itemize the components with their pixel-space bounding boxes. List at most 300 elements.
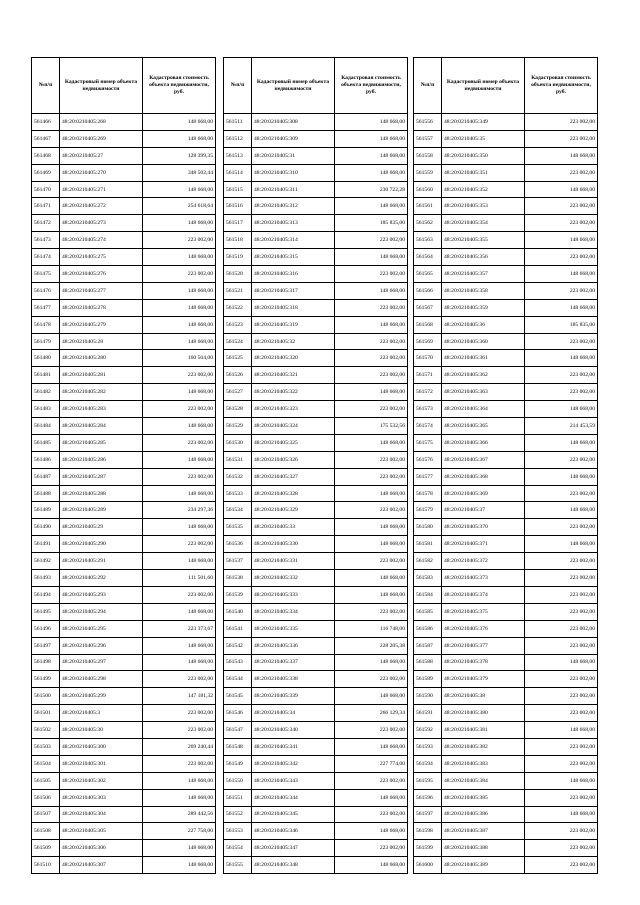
row-number-cell: 561583 — [414, 570, 442, 587]
cadastral-number-cell: 48:20:0210405:315 — [252, 249, 335, 266]
cadastral-number-cell: 48:20:0210405:268 — [60, 114, 143, 131]
row-number-cell: 561566 — [414, 282, 442, 299]
row-number-cell: 561542 — [224, 637, 252, 654]
table-row — [32, 823, 216, 840]
cadastral-number-cell: 48:20:0210405:378 — [442, 654, 525, 671]
cadastral-number-cell: 48:20:0210405:303 — [60, 789, 143, 806]
row-number-cell: 561586 — [414, 620, 442, 637]
table-row — [32, 114, 216, 131]
cadastral-value-cell: 223 002,00 — [335, 840, 408, 857]
cadastral-number-cell: 48:20:0210405:331 — [252, 553, 335, 570]
cadastral-value-cell: 214 453,59 — [525, 418, 598, 435]
table-row — [224, 232, 408, 249]
cadastral-number-cell: 48:20:0210405:299 — [60, 688, 143, 705]
cadastral-number-cell: 48:20:0210405:383 — [442, 755, 525, 772]
table-row — [224, 147, 408, 164]
table-body — [224, 114, 408, 874]
row-number-cell: 561521 — [224, 282, 252, 299]
cadastral-value-cell: 148 668,00 — [335, 130, 408, 147]
cadastral-value-cell: 148 668,00 — [143, 299, 216, 316]
cadastral-number-cell: 48:20:0210405:373 — [442, 570, 525, 587]
table-row — [32, 553, 216, 570]
cadastral-number-cell: 48:20:0210405:320 — [252, 350, 335, 367]
table-row — [32, 367, 216, 384]
cadastral-value-cell: 223 002,00 — [525, 553, 598, 570]
cadastral-value-cell: 128 399,35 — [143, 147, 216, 164]
row-number-cell: 561580 — [414, 519, 442, 536]
row-number-cell: 561550 — [224, 772, 252, 789]
table-row — [32, 130, 216, 147]
table-row — [32, 637, 216, 654]
table-row — [32, 316, 216, 333]
cadastral-value-cell: 223 002,00 — [143, 266, 216, 283]
cadastral-value-cell: 148 668,00 — [143, 654, 216, 671]
cadastral-number-cell: 48:20:0210405:387 — [442, 823, 525, 840]
cadastral-value-cell: 223 002,00 — [525, 688, 598, 705]
cadastral-value-cell: 148 668,00 — [335, 789, 408, 806]
row-number-cell: 561591 — [414, 705, 442, 722]
cadastral-number-cell: 48:20:0210405:313 — [252, 215, 335, 232]
cadastral-value-cell: 223 002,00 — [525, 215, 598, 232]
cadastral-value-cell: 223 002,00 — [525, 249, 598, 266]
row-number-cell: 561538 — [224, 570, 252, 587]
cadastral-number-cell: 48:20:0210405:363 — [442, 384, 525, 401]
table-header-row — [32, 58, 216, 114]
row-number-cell: 561511 — [224, 114, 252, 131]
table-row — [414, 536, 598, 553]
table-row — [32, 688, 216, 705]
table-row — [32, 772, 216, 789]
cadastral-number-cell: 48:20:0210405:328 — [252, 485, 335, 502]
cadastral-number-cell: 48:20:0210405:353 — [442, 198, 525, 215]
row-number-cell: 561545 — [224, 688, 252, 705]
header-cadastral-value: Кадастровая стоимость объекта недвижимости, руб. — [335, 58, 408, 114]
cadastral-value-cell: 223 002,00 — [525, 384, 598, 401]
row-number-cell: 561469 — [32, 164, 60, 181]
cadastral-value-cell: 148 668,00 — [143, 840, 216, 857]
row-number-cell: 561535 — [224, 519, 252, 536]
table-row — [224, 434, 408, 451]
cadastral-number-cell: 48:20:0210405:293 — [60, 586, 143, 603]
row-number-cell: 561537 — [224, 553, 252, 570]
row-number-cell: 561578 — [414, 485, 442, 502]
cadastral-number-cell: 48:20:0210405:281 — [60, 367, 143, 384]
cadastral-number-cell: 48:20:0210405:365 — [442, 418, 525, 435]
header-cadastral-value: Кадастровая стоимость объекта недвижимости, руб. — [143, 58, 216, 114]
cadastral-number-cell: 48:20:0210405:301 — [60, 755, 143, 772]
cadastral-number-cell: 48:20:0210405:370 — [442, 519, 525, 536]
cadastral-number-cell: 48:20:0210405:282 — [60, 384, 143, 401]
cadastral-number-cell: 48:20:0210405:371 — [442, 536, 525, 553]
cadastral-value-cell: 223 002,00 — [525, 451, 598, 468]
table-row — [414, 164, 598, 181]
cadastral-number-cell: 48:20:0210405:316 — [252, 266, 335, 283]
cadastral-value-cell: 223 002,00 — [143, 755, 216, 772]
cadastral-value-cell: 148 668,00 — [143, 130, 216, 147]
cadastral-number-cell: 48:20:0210405:359 — [442, 299, 525, 316]
cadastral-number-cell: 48:20:0210405:284 — [60, 418, 143, 435]
table-row — [32, 654, 216, 671]
cadastral-number-cell: 48:20:0210405:274 — [60, 232, 143, 249]
cadastral-value-cell: 148 668,00 — [335, 198, 408, 215]
row-number-cell: 561559 — [414, 164, 442, 181]
cadastral-value-cell: 223 002,00 — [335, 603, 408, 620]
row-number-cell: 561489 — [32, 502, 60, 519]
cadastral-number-cell: 48:20:0210405:372 — [442, 553, 525, 570]
cadastral-number-cell: 48:20:0210405:369 — [442, 485, 525, 502]
row-number-cell: 561528 — [224, 401, 252, 418]
row-number-cell: 561508 — [32, 823, 60, 840]
cadastral-number-cell: 48:20:0210405:377 — [442, 637, 525, 654]
cadastral-number-cell: 48:20:0210405:337 — [252, 654, 335, 671]
cadastral-number-cell: 48:20:0210405:321 — [252, 367, 335, 384]
table-row — [224, 772, 408, 789]
table-row — [414, 688, 598, 705]
row-number-cell: 561539 — [224, 586, 252, 603]
cadastral-value-cell: 223 002,00 — [335, 553, 408, 570]
table-row — [414, 384, 598, 401]
cadastral-value-cell: 223 002,00 — [143, 434, 216, 451]
table-row — [414, 840, 598, 857]
row-number-cell: 561527 — [224, 384, 252, 401]
table-row — [32, 232, 216, 249]
table-row — [224, 468, 408, 485]
table-row — [224, 299, 408, 316]
cadastral-value-cell: 223 002,00 — [335, 722, 408, 739]
table-row — [224, 333, 408, 350]
cadastral-value-cell: 254 618,64 — [143, 198, 216, 215]
cadastral-value-cell: 148 668,00 — [143, 249, 216, 266]
table-row — [414, 401, 598, 418]
cadastral-number-cell: 48:20:0210405:326 — [252, 451, 335, 468]
cadastral-number-cell: 48:20:0210405:37 — [442, 502, 525, 519]
row-number-cell: 561533 — [224, 485, 252, 502]
row-number-cell: 561589 — [414, 671, 442, 688]
table-row — [224, 586, 408, 603]
cadastral-value-cell: 223 373,67 — [143, 620, 216, 637]
cadastral-value-cell: 148 668,00 — [335, 147, 408, 164]
row-number-cell: 561541 — [224, 620, 252, 637]
cadastral-value-cell: 223 002,00 — [335, 350, 408, 367]
cadastral-number-cell: 48:20:0210405:375 — [442, 603, 525, 620]
cadastral-value-cell: 148 668,00 — [143, 384, 216, 401]
cadastral-number-cell: 48:20:0210405:287 — [60, 468, 143, 485]
cadastral-value-cell: 148 668,00 — [143, 772, 216, 789]
cadastral-number-cell: 48:20:0210405:270 — [60, 164, 143, 181]
cadastral-value-cell: 223 002,00 — [143, 232, 216, 249]
cadastral-number-cell: 48:20:0210405:340 — [252, 722, 335, 739]
cadastral-number-cell: 48:20:0210405:386 — [442, 806, 525, 823]
table-row — [414, 282, 598, 299]
table-row — [224, 316, 408, 333]
cadastral-value-cell: 223 002,00 — [525, 519, 598, 536]
cadastral-value-cell: 223 002,00 — [525, 282, 598, 299]
cadastral-number-cell: 48:20:0210405:380 — [442, 705, 525, 722]
table-row — [414, 654, 598, 671]
table-row — [414, 553, 598, 570]
cadastral-number-cell: 48:20:0210405:307 — [60, 857, 143, 874]
cadastral-number-cell: 48:20:0210405:279 — [60, 316, 143, 333]
row-number-cell: 561496 — [32, 620, 60, 637]
table-row — [224, 418, 408, 435]
cadastral-value-cell: 148 668,00 — [525, 350, 598, 367]
table-row — [32, 266, 216, 283]
cadastral-number-cell: 48:20:0210405:273 — [60, 215, 143, 232]
row-number-cell: 561551 — [224, 789, 252, 806]
cadastral-value-cell: 223 002,00 — [525, 671, 598, 688]
cadastral-value-cell: 148 668,00 — [525, 434, 598, 451]
row-number-cell: 561514 — [224, 164, 252, 181]
row-number-cell: 561478 — [32, 316, 60, 333]
row-number-cell: 561487 — [32, 468, 60, 485]
cadastral-value-cell: 223 002,00 — [143, 671, 216, 688]
row-number-cell: 561525 — [224, 350, 252, 367]
cadastral-value-cell: 223 002,00 — [525, 485, 598, 502]
table-row — [224, 367, 408, 384]
cadastral-value-cell: 148 668,00 — [525, 654, 598, 671]
cadastral-number-cell: 48:20:0210405:292 — [60, 570, 143, 587]
cadastral-number-cell: 48:20:0210405:28 — [60, 333, 143, 350]
table-row — [414, 232, 598, 249]
row-number-cell: 561481 — [32, 367, 60, 384]
table-row — [224, 738, 408, 755]
table-row — [224, 755, 408, 772]
table-row — [414, 434, 598, 451]
row-number-cell: 561507 — [32, 806, 60, 823]
cadastral-value-cell: 223 002,00 — [525, 198, 598, 215]
row-number-cell: 561466 — [32, 114, 60, 131]
table-row — [414, 130, 598, 147]
row-number-cell: 561484 — [32, 418, 60, 435]
row-number-cell: 561598 — [414, 823, 442, 840]
cadastral-number-cell: 48:20:0210405:388 — [442, 840, 525, 857]
table-row — [414, 502, 598, 519]
row-number-cell: 561565 — [414, 266, 442, 283]
table-row — [414, 451, 598, 468]
table-row — [32, 840, 216, 857]
cadastral-number-cell: 48:20:0210405:285 — [60, 434, 143, 451]
cadastral-value-cell: 223 002,00 — [525, 367, 598, 384]
cadastral-value-cell: 148 668,00 — [525, 806, 598, 823]
row-number-cell: 561522 — [224, 299, 252, 316]
row-number-cell: 561500 — [32, 688, 60, 705]
table-row — [224, 654, 408, 671]
table-row — [32, 249, 216, 266]
cadastral-number-cell: 48:20:0210405:347 — [252, 840, 335, 857]
cadastral-value-cell: 185 835,00 — [525, 316, 598, 333]
cadastral-value-cell: 223 002,00 — [143, 468, 216, 485]
cadastral-value-cell: 148 668,00 — [143, 282, 216, 299]
cadastral-value-cell: 116 748,00 — [335, 620, 408, 637]
cadastral-value-cell: 223 002,00 — [525, 857, 598, 874]
table-row — [224, 620, 408, 637]
cadastral-value-cell: 175 532,56 — [335, 418, 408, 435]
cadastral-value-cell: 223 002,00 — [335, 232, 408, 249]
cadastral-number-cell: 48:20:0210405:352 — [442, 181, 525, 198]
cadastral-value-cell: 111 501,60 — [143, 570, 216, 587]
cadastral-number-cell: 48:20:0210405:32 — [252, 333, 335, 350]
cadastral-value-cell: 148 668,00 — [525, 181, 598, 198]
table-row — [414, 519, 598, 536]
cadastral-value-cell: 148 668,00 — [335, 519, 408, 536]
cadastral-number-cell: 48:20:0210405:374 — [442, 586, 525, 603]
table-row — [32, 418, 216, 435]
table-row — [32, 164, 216, 181]
table-row — [224, 164, 408, 181]
row-number-cell: 561581 — [414, 536, 442, 553]
table-row — [32, 282, 216, 299]
row-number-cell: 561513 — [224, 147, 252, 164]
row-number-cell: 561470 — [32, 181, 60, 198]
row-number-cell: 561558 — [414, 147, 442, 164]
table-row — [224, 519, 408, 536]
cadastral-number-cell: 48:20:0210405:36 — [442, 316, 525, 333]
row-number-cell: 561576 — [414, 451, 442, 468]
row-number-cell: 561480 — [32, 350, 60, 367]
cadastral-value-cell: 148 668,00 — [335, 654, 408, 671]
row-number-cell: 561495 — [32, 603, 60, 620]
cadastral-number-cell: 48:20:0210405:319 — [252, 316, 335, 333]
cadastral-number-cell: 48:20:0210405:318 — [252, 299, 335, 316]
header-cadastral-value: Кадастровая стоимость объекта недвижимости, руб. — [525, 58, 598, 114]
cadastral-value-cell: 227 758,00 — [143, 823, 216, 840]
cadastral-number-cell: 48:20:0210405:295 — [60, 620, 143, 637]
cadastral-number-cell: 48:20:0210405:354 — [442, 215, 525, 232]
cadastral-number-cell: 48:20:0210405:289 — [60, 502, 143, 519]
cadastral-number-cell: 48:20:0210405:288 — [60, 485, 143, 502]
cadastral-value-cell: 147 181,32 — [143, 688, 216, 705]
table-row — [414, 215, 598, 232]
cadastral-number-cell: 48:20:0210405:277 — [60, 282, 143, 299]
cadastral-number-cell: 48:20:0210405:322 — [252, 384, 335, 401]
row-number-cell: 561557 — [414, 130, 442, 147]
row-number-cell: 561479 — [32, 333, 60, 350]
cadastral-number-cell: 48:20:0210405:280 — [60, 350, 143, 367]
cadastral-value-cell: 223 002,00 — [335, 367, 408, 384]
cadastral-value-cell: 148 668,00 — [143, 114, 216, 131]
row-number-cell: 561564 — [414, 249, 442, 266]
table-row — [414, 316, 598, 333]
cadastral-value-cell: 223 002,00 — [525, 620, 598, 637]
table-row — [224, 130, 408, 147]
cadastral-value-cell: 227 774,00 — [335, 755, 408, 772]
table-row — [414, 620, 598, 637]
cadastral-value-cell: 148 668,00 — [525, 299, 598, 316]
row-number-cell: 561571 — [414, 367, 442, 384]
table-row — [414, 705, 598, 722]
cadastral-number-cell: 48:20:0210405:355 — [442, 232, 525, 249]
cadastral-number-cell: 48:20:0210405:283 — [60, 401, 143, 418]
table-body — [414, 114, 598, 874]
row-number-cell: 561592 — [414, 722, 442, 739]
cadastral-value-cell: 148 668,00 — [335, 586, 408, 603]
cadastral-number-cell: 48:20:0210405:296 — [60, 637, 143, 654]
cadastral-value-cell: 266 129,34 — [335, 705, 408, 722]
table-row — [414, 671, 598, 688]
cadastral-number-cell: 48:20:0210405:336 — [252, 637, 335, 654]
cadastral-value-cell: 148 668,00 — [143, 316, 216, 333]
table-row — [224, 806, 408, 823]
row-number-cell: 561590 — [414, 688, 442, 705]
table-row — [414, 823, 598, 840]
cadastral-value-cell: 223 002,00 — [525, 755, 598, 772]
cadastral-number-cell: 48:20:0210405:306 — [60, 840, 143, 857]
cadastral-value-cell: 223 002,00 — [525, 789, 598, 806]
row-number-cell: 561475 — [32, 266, 60, 283]
cadastral-number-cell: 48:20:0210405:332 — [252, 570, 335, 587]
cadastral-value-cell: 148 668,00 — [143, 181, 216, 198]
cadastral-number-cell: 48:20:0210405:338 — [252, 671, 335, 688]
cadastral-value-cell: 223 002,00 — [525, 637, 598, 654]
cadastral-value-cell: 223 002,00 — [335, 671, 408, 688]
table-row — [32, 299, 216, 316]
row-number-cell: 561577 — [414, 468, 442, 485]
cadastral-value-cell: 148 668,00 — [143, 519, 216, 536]
cadastral-value-cell: 223 002,00 — [525, 570, 598, 587]
table-row — [224, 553, 408, 570]
cadastral-value-cell: 148 668,00 — [525, 147, 598, 164]
row-number-cell: 561531 — [224, 451, 252, 468]
cadastral-number-cell: 48:20:0210405:297 — [60, 654, 143, 671]
cadastral-value-cell: 148 668,00 — [525, 401, 598, 418]
cadastral-value-cell: 223 002,00 — [143, 586, 216, 603]
row-number-cell: 561574 — [414, 418, 442, 435]
table-row — [32, 789, 216, 806]
row-number-cell: 561570 — [414, 350, 442, 367]
table-row — [414, 857, 598, 874]
table-row — [32, 401, 216, 418]
row-number-cell: 561561 — [414, 198, 442, 215]
table-row — [224, 215, 408, 232]
table-row — [414, 299, 598, 316]
table-row — [224, 282, 408, 299]
table-row — [32, 215, 216, 232]
header-cadastral-number: Кадастровый номер объекта недвижимости — [60, 58, 143, 114]
cadastral-number-cell: 48:20:0210405:343 — [252, 772, 335, 789]
row-number-cell: 561556 — [414, 114, 442, 131]
cadastral-value-cell: 148 668,00 — [335, 536, 408, 553]
cadastral-number-cell: 48:20:0210405:308 — [252, 114, 335, 131]
row-number-cell: 561509 — [32, 840, 60, 857]
row-number-cell: 561499 — [32, 671, 60, 688]
cadastral-number-cell: 48:20:0210405:309 — [252, 130, 335, 147]
row-number-cell: 561517 — [224, 215, 252, 232]
row-number-cell: 561526 — [224, 367, 252, 384]
cadastral-value-cell: 148 668,00 — [143, 451, 216, 468]
header-num: №п/п — [224, 58, 252, 114]
cadastral-number-cell: 48:20:0210405:330 — [252, 536, 335, 553]
row-number-cell: 561594 — [414, 755, 442, 772]
cadastral-value-cell: 223 002,00 — [525, 114, 598, 131]
row-number-cell: 561476 — [32, 282, 60, 299]
row-number-cell: 561552 — [224, 806, 252, 823]
cadastral-value-cell: 234 297,36 — [143, 502, 216, 519]
cadastral-value-cell: 148 668,00 — [525, 536, 598, 553]
row-number-cell: 561596 — [414, 789, 442, 806]
table-row — [414, 755, 598, 772]
cadastral-value-cell: 223 002,00 — [143, 705, 216, 722]
cadastral-number-cell: 48:20:0210405:291 — [60, 553, 143, 570]
cadastral-value-cell: 148 668,00 — [143, 215, 216, 232]
table-row — [414, 418, 598, 435]
row-number-cell: 561498 — [32, 654, 60, 671]
table-row — [32, 198, 216, 215]
cadastral-value-cell: 148 668,00 — [143, 485, 216, 502]
table-row — [224, 401, 408, 418]
cadastral-number-cell: 48:20:0210405:361 — [442, 350, 525, 367]
cadastral-value-cell: 148 668,00 — [525, 266, 598, 283]
row-number-cell: 561569 — [414, 333, 442, 350]
